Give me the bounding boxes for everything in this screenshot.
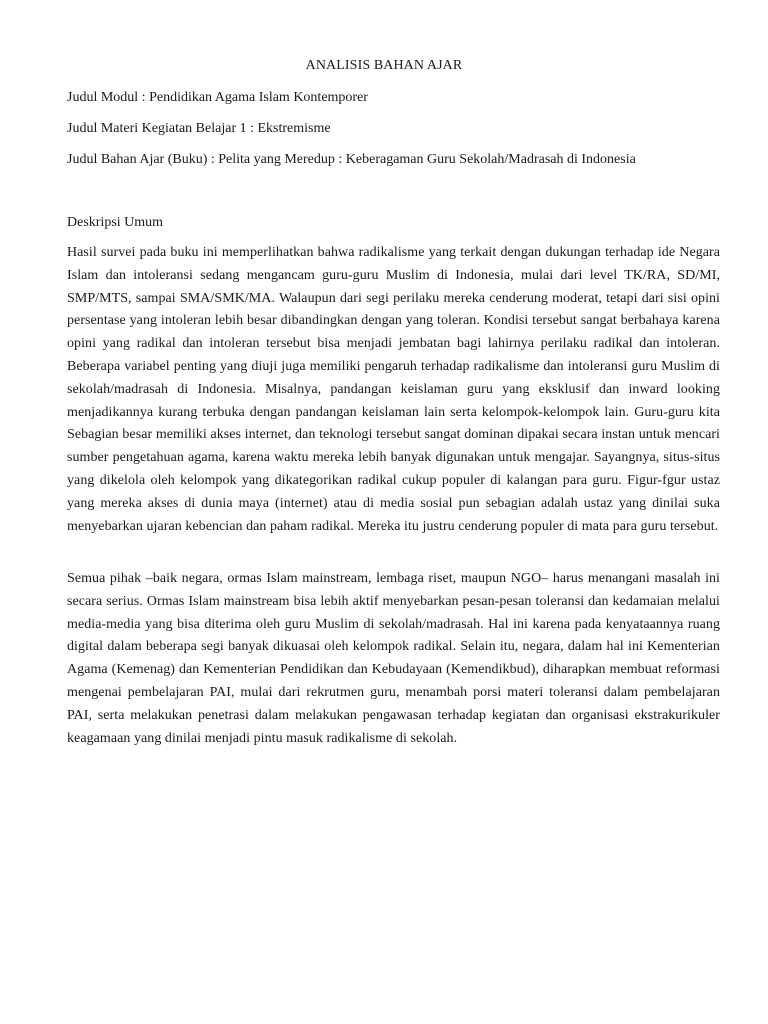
paragraph: Semua pihak –baik negara, ormas Islam mainstream, lembaga riset, maupun NGO– harus menangani masalah ini secara serius. Ormas Islam mainstream bisa lebih aktif menyebarkan pesan-pesan toleransi dan kedamaian melalui media-media yang bisa diterima oleh guru Muslim di sekolah/madrasah. Hal ini karena pada kenyataannya ruang digital dalam beberapa segi banyak dikuasai oleh kelompok radikal. Selain itu, negara, dalam hal ini Kementerian Agama (Kemenag) dan Kementerian Pendidikan dan Kebudayaan (Kemendikbud), diharapkan membuat reformasi mengenai pembelajaran PAI, mulai dari rekrutmen guru, menambah porsi materi toleransi dalam pembelajaran PAI, serta melakukan penetrasi dalam melakukan pengawasan terhadap kegiatan dan organisasi ekstrakurikuler keagamaan yang dinilai menjadi pintu masuk radikalisme di sekolah. <box>67 571 720 746</box>
module-title-line: Judul Modul : Pendidikan Agama Islam Kontemporer <box>67 90 368 105</box>
section-heading-deskripsi-umum: Deskripsi Umum <box>67 215 164 230</box>
book-title-line: Judul Bahan Ajar (Buku) : Pelita yang Meredup : Keberagaman Guru Sekolah/Madrasah di Indonesia <box>67 152 636 167</box>
document-title: ANALISIS BAHAN AJAR <box>305 58 463 73</box>
material-title-line: Judul Materi Kegiatan Belajar 1 : Ekstremisme <box>67 121 331 136</box>
paragraph: Hasil survei pada buku ini memperlihatkan bahwa radikalisme yang terkait dengan dukungan terhadap ide Negara Islam dan intoleransi sedang mengancam guru-guru Muslim di Indonesia, mulai dari level TK/RA, SD/MI, SMP/MTS, sampai SMA/SMK/MA. Walaupun dari segi perilaku mereka cenderung moderat, tetapi dari sisi opini persentase yang intoleran lebih besar dibandingkan dengan yang toleran. Kondisi tersebut sangat berbahaya karena opini yang radikal dan intoleran tersebut bisa menjadi jembatan bagi lahirnya perilaku radikal dan intoleran. Beberapa variabel penting yang diuji juga memiliki pengaruh terhadap radikalisme dan intoleransi guru Muslim di sekolah/madrasah di Indonesia. Misalnya, pandangan keislaman guru yang eksklusif dan inward looking menjadikannya kurang terbuka dengan pandangan keislaman lain serta kelompok-kelompok lain. Guru-guru kita Sebagian besar memiliki akses internet, dan teknologi tersebut sangat dominan dipakai secara instan untuk mencari sumber pengetahuan agama, karena waktu mereka lebih banyak digunakan untuk mengajar. Sayangnya, situs-situs yang dikelola oleh kelompok yang dikategorikan radikal cukup populer di kalangan para guru. Figur-fgur ustaz yang mereka akses di dunia maya (internet) atau di media sosial pun sebagian adalah ustaz yang dinilai suka menyebarkan ujaran kebencian dan paham radikal. Mereka itu justru cenderung populer di mata para guru tersebut. <box>67 245 720 534</box>
